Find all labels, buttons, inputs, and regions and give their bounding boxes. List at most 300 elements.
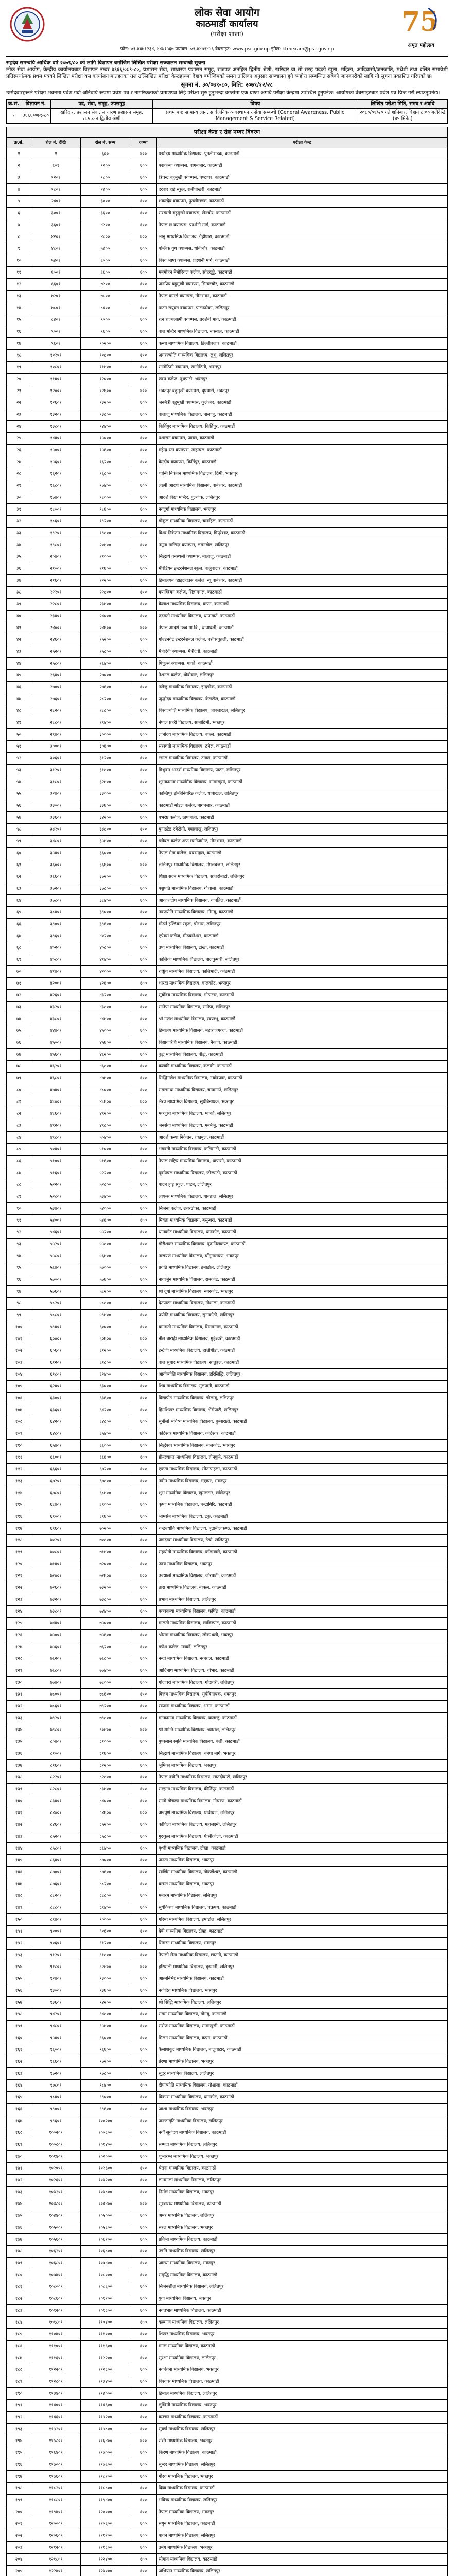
center-name-cell: मंगल माध्यमिक विद्यालय, काठमाडौं xyxy=(157,2341,448,2352)
roll-cell: २५२०० xyxy=(81,634,130,646)
roll-cell: ६५४०० xyxy=(81,1428,130,1440)
roll-cell: ६०० xyxy=(130,1713,157,1724)
roll-cell: ७२०१ xyxy=(31,291,81,302)
roll-cell: ७३ xyxy=(7,1002,31,1013)
table-row xyxy=(7,1926,448,1938)
roll-cell: ८० xyxy=(7,1084,31,1096)
roll-cell: ३ xyxy=(7,172,31,184)
roll-cell: १५५ xyxy=(7,1973,31,1985)
roll-cell: ११४००० xyxy=(81,2388,130,2400)
roll-cell: ३७८०० xyxy=(81,883,130,895)
roll-cell: ११ xyxy=(7,267,31,279)
table-row xyxy=(7,2151,448,2163)
roll-cell: ६०० xyxy=(130,1440,157,1452)
roll-cell: ३१ xyxy=(7,504,31,516)
roll-cell: १६० xyxy=(7,2032,31,2044)
roll-cell: ११४००१ xyxy=(31,2400,81,2412)
roll-cell: ६०० xyxy=(130,1310,157,1321)
roll-cell: ५७००१ xyxy=(31,1274,81,1286)
table-row xyxy=(7,1452,448,1464)
roll-cell: २७६०१ xyxy=(31,693,81,705)
roll-cell: ४८०१ xyxy=(31,243,81,255)
center-name-cell: समृद्धि माध्यमिक विद्यालय, काठमाडौं xyxy=(157,2269,448,2281)
table-row xyxy=(7,1748,448,1760)
roll-cell: ९४२०० xyxy=(81,1997,130,2009)
roll-cell: ८४६०१ xyxy=(31,1819,81,1831)
roll-cell: ८८८०१ xyxy=(31,1902,81,1914)
roll-cell: ११२२०० xyxy=(81,2352,130,2364)
roll-cell: ८२२०१ xyxy=(31,1772,81,1784)
roll-cell: ४१४०१ xyxy=(31,966,81,978)
center-name-cell: हिमशिखर माध्यमिक विद्यालय, भैंसेपाटी, ललितपुर xyxy=(157,1404,448,1416)
roll-cell: ६०० xyxy=(130,1345,157,1357)
table-row xyxy=(7,2542,448,2554)
roll-cell: ४८००१ xyxy=(31,1096,81,1108)
center-name-cell: सूर्योदय माध्यमिक विद्यालय, गोठाटार, काठमाडौं xyxy=(157,990,448,1002)
table-row xyxy=(7,1416,448,1428)
roll-cell: ६०० xyxy=(130,1511,157,1523)
roll-cell: ६०० xyxy=(130,1073,157,1084)
roll-cell: ९३६०० xyxy=(81,1985,130,1997)
roll-cell: ४७४०० xyxy=(81,1073,130,1084)
table-row xyxy=(7,1535,448,1547)
center-name-cell: नवोदित माध्यमिक विद्यालय, भक्तपुर xyxy=(157,1985,448,1997)
roll-cell: १८३ xyxy=(7,2305,31,2317)
center-name-cell: दिव्य माध्यमिक विद्यालय, काठमाडौं xyxy=(157,2483,448,2495)
roll-cell: २७६०० xyxy=(81,682,130,693)
roll-cell: ६०० xyxy=(130,2341,157,2352)
exam-info-header: विज्ञापन नं. xyxy=(21,100,50,109)
center-name-cell: बुद्ध माध्यमिक विद्यालय, बौद्ध, काठमाडौं xyxy=(157,1049,448,1061)
roll-cell: १९१ xyxy=(7,2400,31,2412)
roll-cell: ६०० xyxy=(130,2388,157,2400)
roll-cell: ३२४०१ xyxy=(31,788,81,800)
roll-cell: ७८००१ xyxy=(31,1689,81,1701)
roll-cell: ६०० xyxy=(130,848,157,859)
roll-cell: ८९४०१ xyxy=(31,1914,81,1926)
roll-cell: १८००१ xyxy=(31,504,81,516)
roll-cell: ८४००० xyxy=(81,1795,130,1807)
center-name-cell: भीमसेन माध्यमिक विद्यालय, टेकु, काठमाडौं xyxy=(157,1511,448,1523)
notice-heading: सहदेव समन्वयि आर्थिक वर्ष २०७९/८० को लागि विज्ञापन बमोजिम लिखित परीक्षा सञ्चालन सम्बन्धी सूचना xyxy=(6,60,205,66)
roll-cell: १६१ xyxy=(7,2044,31,2056)
roll-cell: १५९ xyxy=(7,2021,31,2032)
roll-cell: १७२ xyxy=(7,2175,31,2187)
roll-cell: ७०८०० xyxy=(81,1535,130,1547)
roll-cell: ६०० xyxy=(130,1108,157,1120)
roll-cell: ६३००१ xyxy=(31,1393,81,1404)
table-row xyxy=(7,1701,448,1713)
center-name-cell: शंकरदेव क्याम्पस, पुतलीसडक, काठमाडौं xyxy=(157,196,448,208)
roll-cell: २८८०१ xyxy=(31,717,81,729)
table-row xyxy=(7,646,448,658)
table-row xyxy=(7,184,448,196)
roll-cell: ६०० xyxy=(130,2258,157,2269)
roll-cell: ६०० xyxy=(130,184,157,196)
roll-cell: ३१२०१ xyxy=(31,765,81,776)
center-name-cell: सानो गौचरण माध्यमिक विद्यालय, गौचरण, काठमाडौं xyxy=(157,1795,448,1807)
table-row xyxy=(7,2210,448,2222)
roll-cell: ४६२०० xyxy=(81,1049,130,1061)
table-row xyxy=(7,1665,448,1677)
table-row xyxy=(7,551,448,563)
roll-cell: ५३ xyxy=(7,765,31,776)
roll-cell: ३१८०१ xyxy=(31,776,81,788)
roll-cell: ८३४०० xyxy=(81,1784,130,1795)
roll-cell: ६६६०० xyxy=(81,1452,130,1464)
roll-cell: ६०० xyxy=(130,622,157,634)
roll-cell: ६७ xyxy=(7,930,31,942)
table-row xyxy=(7,1144,448,1156)
roll-cell: ६०० xyxy=(130,1487,157,1499)
roll-cell: ७१४०१ xyxy=(31,1558,81,1570)
roll-cell: ९२ xyxy=(7,1227,31,1239)
roll-cell: ६०० xyxy=(130,2542,157,2554)
roll-cell: ६०० xyxy=(130,942,157,954)
roll-cell: ७३२०१ xyxy=(31,1594,81,1606)
roll-cell: ६४२०० xyxy=(81,1404,130,1416)
roll-cell: ९३ xyxy=(7,1239,31,1250)
center-name-cell: नवप्रभात माध्यमिक विद्यालय, काठमाडौं xyxy=(157,2305,448,2317)
table-row xyxy=(7,1689,448,1701)
roll-cell: ९०६०० xyxy=(81,1926,130,1938)
roll-cell: ६०० xyxy=(130,2424,157,2435)
roll-cell: १२९ xyxy=(7,1665,31,1677)
roll-cell: ११८८०० xyxy=(81,2483,130,2495)
roll-cell: १८४ xyxy=(7,2317,31,2329)
table-row xyxy=(7,2222,448,2234)
roll-cell: १६२०१ xyxy=(31,468,81,480)
roll-cell: १२३००० xyxy=(81,2566,130,2576)
roll-cell: ६०० xyxy=(130,1239,157,1250)
table-row xyxy=(7,2566,448,2576)
roll-cell: ४४४०० xyxy=(81,1013,130,1025)
roll-cell: ६०० xyxy=(130,1227,157,1239)
roll-cell: २७००० xyxy=(81,670,130,682)
roll-cell: १०२०० xyxy=(81,338,130,350)
roll-cell: ५०४०१ xyxy=(31,1144,81,1156)
roll-cell: १०३८०० xyxy=(81,2187,130,2198)
roll-cell: ५१६०१ xyxy=(31,1167,81,1179)
table-row xyxy=(7,1002,448,1013)
roll-cell: ६०० xyxy=(130,314,157,326)
roll-cell: ६०० xyxy=(130,362,157,374)
roll-cell: १२६०१ xyxy=(31,397,81,409)
roll-cell: ७९ xyxy=(7,1073,31,1084)
roll-cell: २ xyxy=(7,160,31,172)
roll-cell: ३४२०० xyxy=(81,812,130,824)
center-name-cell: सगुन माध्यमिक विद्यालय, काठमाडौं xyxy=(157,2518,448,2530)
roll-cell: ५८ xyxy=(7,824,31,836)
table-row xyxy=(7,1120,448,1132)
roll-cell: ५४०० xyxy=(81,243,130,255)
roll-cell: १०५००० xyxy=(81,2210,130,2222)
center-name-cell: सुदूर माध्यमिक विद्यालय, ललितपुर xyxy=(157,2068,448,2080)
table-row xyxy=(7,1215,448,1227)
table-row xyxy=(7,2352,448,2364)
roll-cell: ५२२०० xyxy=(81,1167,130,1179)
roll-cell: ६०० xyxy=(130,954,157,966)
roll-cell: ९० xyxy=(7,1203,31,1215)
roll-cell: २०४०१ xyxy=(31,551,81,563)
table-row xyxy=(7,1310,448,1321)
roll-cell: ५८८०० xyxy=(81,1298,130,1310)
table-row xyxy=(7,859,448,871)
roll-cell: ७० xyxy=(7,966,31,978)
roll-cell: ६०० xyxy=(130,445,157,456)
center-name-cell: एपेक्स कलेज, मीडबानेश्वर, काठमाडौं xyxy=(157,930,448,942)
roll-cell: ६०० xyxy=(130,480,157,492)
exam-info-cell: १ xyxy=(7,109,21,124)
roll-cell: ६०० xyxy=(130,208,157,219)
roll-cell: ५४००१ xyxy=(31,1215,81,1227)
roll-cell: ६०० xyxy=(130,2139,157,2151)
roll-cell: २८८०० xyxy=(81,705,130,717)
roll-cell: १०४४०० xyxy=(81,2198,130,2210)
roll-cell: १९२०० xyxy=(81,516,130,528)
center-name-cell: लुम्बिनी माध्यमिक विद्यालय, भक्तपुर xyxy=(157,2400,448,2412)
roll-cell: १२ xyxy=(7,279,31,291)
roll-cell: १०५००१ xyxy=(31,2222,81,2234)
roll-cell: १८० xyxy=(7,2269,31,2281)
roll-cell: ६४२०१ xyxy=(31,1416,81,1428)
table-row xyxy=(7,2471,448,2483)
roll-cell: १९५ xyxy=(7,2447,31,2459)
roll-cell: ४८ xyxy=(7,705,31,717)
roll-cell: ७६२०० xyxy=(81,1641,130,1653)
exam-info-table xyxy=(6,99,448,124)
roll-cell: ६०० xyxy=(130,2495,157,2506)
roll-cell: ६०० xyxy=(130,1950,157,1961)
center-name-cell: आर्यज्योति माध्यमिक विद्यालय, हरिसिद्धि, ललितपुर xyxy=(157,1369,448,1381)
roll-cell: ६८ xyxy=(7,942,31,954)
roll-cell: १०८००० xyxy=(81,2269,130,2281)
roll-cell: ७८ xyxy=(7,1061,31,1073)
roll-cell: १२१८०० xyxy=(81,2542,130,2554)
roll-cell: ३५४०१ xyxy=(31,848,81,859)
roll-cell: ७८००० xyxy=(81,1677,130,1689)
roll-cell: २८२०० xyxy=(81,693,130,705)
roll-cell: २४००० xyxy=(81,611,130,622)
table-row xyxy=(7,2115,448,2127)
table-row xyxy=(7,2021,448,2032)
roll-cell: २१००० xyxy=(81,551,130,563)
roll-cell: १०३२०० xyxy=(81,2175,130,2187)
roll-cell: ५३४०० xyxy=(81,1191,130,1203)
roll-cell: ५८२०१ xyxy=(31,1298,81,1310)
table-row xyxy=(7,1037,448,1049)
contact-line: फोन: ०१-४४७१२३४, ४४७१५६७ फ्याक्स: ०१-४४७१४५६ वेबसाइट: www.psc.gov.np इमेल: ktmexam@psc.gov.np xyxy=(120,47,334,52)
center-name-cell: केन्द्रीय क्याम्पस, किर्तिपुर, काठमाडौं xyxy=(157,456,448,468)
center-name-cell: कन्या माध्यमिक विद्यालय, डिल्लीबजार, काठमाडौं xyxy=(157,338,448,350)
roll-cell: ६०० xyxy=(130,2364,157,2376)
roll-cell: ९०६०१ xyxy=(31,1938,81,1950)
roll-cell: ६०० xyxy=(130,326,157,338)
table-row xyxy=(7,895,448,907)
roll-cell: ३०००१ xyxy=(31,741,81,753)
roll-cell: १०२६०१ xyxy=(31,2175,81,2187)
roll-cell: ११९४०१ xyxy=(31,2506,81,2518)
roll-cell: ६०० xyxy=(130,196,157,208)
roll-cell: ६०० xyxy=(130,2009,157,2021)
roll-cell: १२२४०१ xyxy=(31,2566,81,2576)
table-row xyxy=(7,1274,448,1286)
roll-cell: ६०० xyxy=(130,1878,157,1890)
roll-cell: ६०० xyxy=(130,539,157,551)
table-row xyxy=(7,907,448,919)
table-row xyxy=(7,421,448,433)
roll-cell: ६०० xyxy=(130,765,157,776)
center-name-cell: श्री सिद्धि माध्यमिक विद्यालय, ललितपुर xyxy=(157,1997,448,2009)
table-row xyxy=(7,2483,448,2495)
center-name-cell: गणेश कलेज, ग्वार्को, ललितपुर xyxy=(157,1641,448,1653)
center-name-cell: मञ्जुश्री माध्यमिक विद्यालय, ग्वार्को, ललितपुर xyxy=(157,1108,448,1120)
roll-cell: १५७ xyxy=(7,1997,31,2009)
center-name-cell: ख्वप कलेज, दूधपाटी, भक्तपुर xyxy=(157,374,448,385)
roll-cell: १०९ xyxy=(7,1428,31,1440)
roll-cell: १८२ xyxy=(7,2293,31,2305)
table-row xyxy=(7,2080,448,2092)
roll-cell: १२० xyxy=(7,1558,31,1570)
roll-cell: ३५ xyxy=(7,551,31,563)
center-name-cell: स्वर्णिम माध्यमिक विद्यालय, गोकर्णेश्वर, काठमाडौं xyxy=(157,1867,448,1878)
table-row xyxy=(7,1227,448,1239)
roll-cell: ५६४०१ xyxy=(31,1262,81,1274)
table-row xyxy=(7,1476,448,1487)
center-name-cell: जनता माध्यमिक विद्यालय, भक्तपुर xyxy=(157,1855,448,1867)
roll-cell: ६०० xyxy=(130,1535,157,1547)
roll-cell: ५५२०१ xyxy=(31,1239,81,1250)
roll-cell: ६४ xyxy=(7,895,31,907)
roll-cell: ६०० xyxy=(130,1203,157,1215)
table-row xyxy=(7,587,448,599)
center-name-cell: लक्ष्मी आदर्श माध्यमिक विद्यालय, बानेश्वर, काठमाडौं xyxy=(157,480,448,492)
center-name-cell: नेपाल आदर्श उच्च मा.वि., थापाथली, काठमाडौं xyxy=(157,622,448,634)
center-name-cell: आदर्श विद्या मन्दिर, पुल्चोक, ललितपुर xyxy=(157,492,448,504)
roll-cell: ३७२०० xyxy=(81,871,130,883)
center-name-cell: सम्झना माध्यमिक विद्यालय, कीर्तिपुर, काठमाडौं xyxy=(157,1784,448,1795)
roll-cell: ६६०० xyxy=(81,267,130,279)
roll-cell: ४० xyxy=(7,611,31,622)
center-name-cell: चेतना माध्यमिक विद्यालय, काठमाडौं xyxy=(157,2163,448,2175)
exam-info-header: क्र.सं. xyxy=(7,100,21,109)
table-row xyxy=(7,1049,448,1061)
roll-cell: ११३४०० xyxy=(81,2376,130,2388)
roll-cell: २९४०१ xyxy=(31,729,81,741)
roll-cell: १८९ xyxy=(7,2376,31,2388)
center-name-cell: सानोठिमी क्याम्पस, सानोठिमी, भक्तपुर xyxy=(157,362,448,374)
roll-cell: २२२०१ xyxy=(31,587,81,599)
roll-cell: १४४०१ xyxy=(31,433,81,445)
roll-cell: ६०० xyxy=(130,160,157,172)
center-name-cell: विद्यावारिधि माध्यमिक विद्यालय, नैकाप, काठमाडौं xyxy=(157,1037,448,1049)
center-name-cell: आकाशदीप माध्यमिक विद्यालय, चाबहिल, काठमाडौं xyxy=(157,895,448,907)
roll-cell: १०९२०० xyxy=(81,2293,130,2305)
roll-cell: ७ xyxy=(7,219,31,231)
roll-cell: ९९६०१ xyxy=(31,2115,81,2127)
roll-cell: ५४००० xyxy=(81,1203,130,1215)
table-row xyxy=(7,231,448,243)
table-row xyxy=(7,753,448,765)
roll-cell: ६०० xyxy=(130,2566,157,2576)
roll-cell: ३००१ xyxy=(31,208,81,219)
roll-cell: १९ xyxy=(7,362,31,374)
roll-cell: ६३६०० xyxy=(81,1393,130,1404)
roll-cell: ८४००१ xyxy=(31,1807,81,1819)
center-name-cell: नेपाल ज्योति माध्यमिक विद्यालय, सातदोबाटो, ललितपुर xyxy=(157,1772,448,1784)
roll-cell: ८५ xyxy=(7,1144,31,1156)
table-row xyxy=(7,1084,448,1096)
roll-cell: ११४६०१ xyxy=(31,2412,81,2424)
roll-cell: १२४ xyxy=(7,1606,31,1618)
center-name-cell: सिद्धेश्वर माध्यमिक विद्यालय, बालकोट, भक्तपुर xyxy=(157,1440,448,1452)
roll-cell: १५१ xyxy=(7,1926,31,1938)
table-row xyxy=(7,1594,448,1606)
center-name-cell: मित्रता माध्यमिक विद्यालय, बसुन्धरा, काठमाडौं xyxy=(157,1215,448,1227)
roll-cell: ६०० xyxy=(130,1274,157,1286)
roll-cell: ५०४०० xyxy=(81,1132,130,1144)
roll-cell: ८७ xyxy=(7,1167,31,1179)
roll-cell: ६०० xyxy=(130,1120,157,1132)
table-row xyxy=(7,1985,448,1997)
table-row xyxy=(7,800,448,812)
roll-cell: २८ xyxy=(7,468,31,480)
roll-cell: ८३ xyxy=(7,1120,31,1132)
roll-cell: १५० xyxy=(7,1914,31,1926)
center-name-cell: विश्वास माध्यमिक विद्यालय, काठमाडौं xyxy=(157,2376,448,2388)
roll-cell: ८८२०१ xyxy=(31,1890,81,1902)
anniversary-logo-icon xyxy=(397,5,445,35)
roll-cell: ६०० xyxy=(130,385,157,397)
anniversary-logo xyxy=(397,5,445,48)
roll-cell: ६०० xyxy=(130,1961,157,1973)
center-name-cell: नेपाल माध्यमिक विद्यालय, भक्तपुर xyxy=(157,2506,448,2518)
table-row xyxy=(7,729,448,741)
roll-cell: १५००० xyxy=(81,433,130,445)
center-name-cell: गौरव माध्यमिक विद्यालय, भक्तपुर xyxy=(157,2471,448,2483)
center-name-cell: कृष्ण माध्यमिक विद्यालय, चन्द्रागिरि, काठमाडौं xyxy=(157,1499,448,1511)
roll-cell: ४६८०१ xyxy=(31,1073,81,1084)
roll-cell: ११४०० xyxy=(81,362,130,374)
roll-cell: २२८०० xyxy=(81,587,130,599)
roll-cell: १२०००१ xyxy=(31,2518,81,2530)
roll-cell: ६०० xyxy=(130,1025,157,1037)
center-name-cell: विश्व निकेतन माध्यमिक विद्यालय, त्रिपुरेश्वर, काठमाडौं xyxy=(157,528,448,539)
roll-cell: ६०० xyxy=(130,1464,157,1476)
roll-cell: ११३४०१ xyxy=(31,2388,81,2400)
roll-cell: ११५२०१ xyxy=(31,2424,81,2435)
roll-cell: ४९८०१ xyxy=(31,1132,81,1144)
roll-cell: ६००० xyxy=(81,255,130,267)
roll-cell: ६०० xyxy=(130,1641,157,1653)
roll-cell: २०४ xyxy=(7,2554,31,2566)
roll-cell: ९५४०१ xyxy=(31,2032,81,2044)
roll-cell: ७२ xyxy=(7,990,31,1002)
roll-cell: ८९४०० xyxy=(81,1902,130,1914)
roll-cell: ५७ xyxy=(7,812,31,824)
roll-cell: ७८०० xyxy=(81,291,130,302)
roll-cell: ६०० xyxy=(130,2234,157,2246)
roll-cell: ६३ xyxy=(7,883,31,895)
center-name-cell: नेपाल मेगा कलेज, बबरमहल, काठमाडौं xyxy=(157,848,448,859)
roll-cell: ६०० xyxy=(130,1381,157,1393)
table-row xyxy=(7,1191,448,1203)
roll-cell: ६०० xyxy=(130,753,157,765)
roll-cell: २७ xyxy=(7,456,31,468)
roll-cell: ८२८०० xyxy=(81,1772,130,1784)
table-row xyxy=(7,350,448,362)
center-name-cell: सुरक्षा माध्यमिक विद्यालय, ललितपुर xyxy=(157,2352,448,2364)
